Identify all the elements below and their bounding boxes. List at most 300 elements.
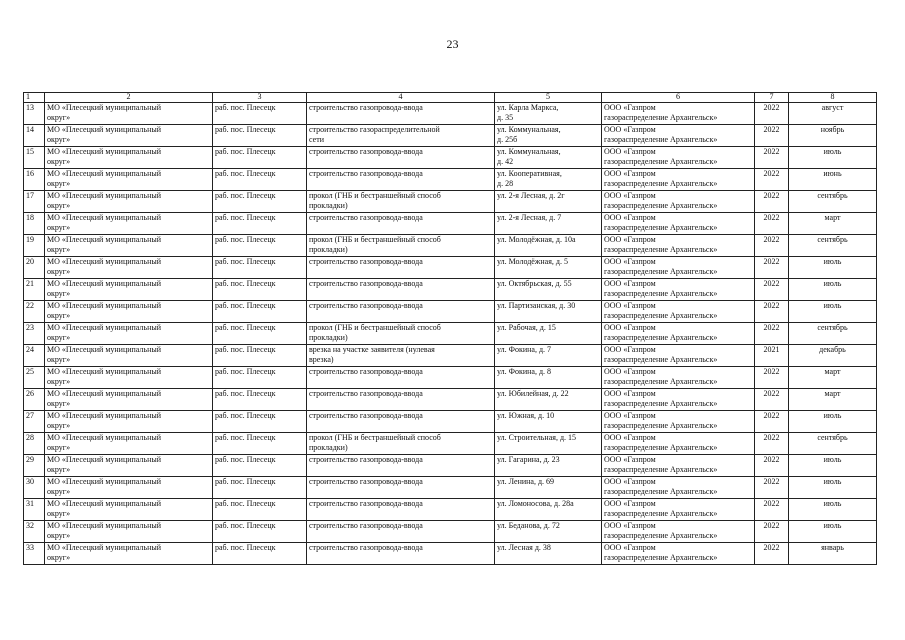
row-number-cell: 26 bbox=[24, 389, 45, 411]
address-cell bbox=[495, 433, 602, 455]
municipality-cell-line: округ» bbox=[47, 201, 71, 210]
work-type-cell bbox=[307, 477, 495, 499]
work-type-cell bbox=[307, 279, 495, 301]
month-cell: июнь bbox=[789, 169, 877, 191]
organization-cell-line: ООО «Газпром bbox=[604, 147, 656, 156]
table-row bbox=[24, 301, 877, 323]
address-cell-line: ул. Партизанская, д. 30 bbox=[497, 301, 576, 310]
work-type-cell bbox=[307, 125, 495, 147]
organization-cell-line: ООО «Газпром bbox=[604, 499, 656, 508]
organization-cell-line: ООО «Газпром bbox=[604, 455, 656, 464]
settlement-cell: раб. пос. Плесецк bbox=[213, 125, 307, 147]
table-row bbox=[24, 521, 877, 543]
organization-cell bbox=[602, 367, 755, 389]
municipality-cell-line: МО «Плесецкий муниципальный bbox=[47, 301, 162, 310]
municipality-cell-line: округ» bbox=[47, 421, 71, 430]
address-cell bbox=[495, 521, 602, 543]
settlement-cell: раб. пос. Плесецк bbox=[213, 389, 307, 411]
municipality-cell bbox=[45, 125, 213, 147]
table-row bbox=[24, 367, 877, 389]
work-type-cell-line: строительство газораспределительной bbox=[309, 125, 440, 134]
settlement-cell: раб. пос. Плесецк bbox=[213, 345, 307, 367]
year-cell: 2022 bbox=[755, 367, 789, 389]
column-header: 8 bbox=[789, 93, 877, 103]
table-row bbox=[24, 235, 877, 257]
work-type-cell bbox=[307, 213, 495, 235]
municipality-cell-line: МО «Плесецкий муниципальный bbox=[47, 521, 162, 530]
year-cell: 2022 bbox=[755, 213, 789, 235]
settlement-cell: раб. пос. Плесецк bbox=[213, 191, 307, 213]
address-cell-line: ул. Гагарина, д. 23 bbox=[497, 455, 560, 464]
municipality-cell-line: МО «Плесецкий муниципальный bbox=[47, 433, 162, 442]
organization-cell-line: газораспределение Архангельск» bbox=[604, 267, 718, 276]
organization-cell-line: газораспределение Архангельск» bbox=[604, 245, 718, 254]
year-cell: 2022 bbox=[755, 147, 789, 169]
year-cell: 2022 bbox=[755, 169, 789, 191]
municipality-cell-line: МО «Плесецкий муниципальный bbox=[47, 499, 162, 508]
municipality-cell-line: округ» bbox=[47, 267, 71, 276]
municipality-cell bbox=[45, 147, 213, 169]
work-type-cell bbox=[307, 345, 495, 367]
table-row bbox=[24, 455, 877, 477]
work-type-cell bbox=[307, 389, 495, 411]
municipality-cell-line: МО «Плесецкий муниципальный bbox=[47, 257, 162, 266]
municipality-cell bbox=[45, 411, 213, 433]
year-cell: 2022 bbox=[755, 543, 789, 565]
settlement-cell: раб. пос. Плесецк bbox=[213, 169, 307, 191]
work-type-cell-line: строительство газопровода-ввода bbox=[309, 521, 423, 530]
year-cell: 2022 bbox=[755, 125, 789, 147]
municipality-cell bbox=[45, 455, 213, 477]
municipality-cell-line: округ» bbox=[47, 531, 71, 540]
organization-cell bbox=[602, 323, 755, 345]
municipality-cell-line: округ» bbox=[47, 157, 71, 166]
year-cell: 2022 bbox=[755, 279, 789, 301]
address-cell-line: ул. Коммунальная, bbox=[497, 147, 561, 156]
year-cell: 2022 bbox=[755, 301, 789, 323]
municipality-cell bbox=[45, 301, 213, 323]
municipality-cell-line: МО «Плесецкий муниципальный bbox=[47, 367, 162, 376]
work-type-cell-line: строительство газопровода-ввода bbox=[309, 367, 423, 376]
work-type-cell bbox=[307, 169, 495, 191]
page-number: 23 bbox=[446, 37, 459, 51]
organization-cell-line: газораспределение Архангельск» bbox=[604, 179, 718, 188]
table-row bbox=[24, 543, 877, 565]
work-type-cell-line: прокладки) bbox=[309, 443, 348, 452]
organization-cell bbox=[602, 257, 755, 279]
address-cell-line: д. 42 bbox=[497, 157, 514, 166]
address-cell bbox=[495, 543, 602, 565]
work-type-cell-line: прокладки) bbox=[309, 245, 348, 254]
address-cell-line: ул. Молодёжная, д. 5 bbox=[497, 257, 568, 266]
work-type-cell bbox=[307, 433, 495, 455]
organization-cell-line: ООО «Газпром bbox=[604, 301, 656, 310]
settlement-cell: раб. пос. Плесецк bbox=[213, 147, 307, 169]
settlement-cell: раб. пос. Плесецк bbox=[213, 279, 307, 301]
municipality-cell-line: округ» bbox=[47, 465, 71, 474]
municipality-cell-line: МО «Плесецкий муниципальный bbox=[47, 279, 162, 288]
settlement-cell: раб. пос. Плесецк bbox=[213, 433, 307, 455]
column-number-row bbox=[24, 93, 877, 103]
address-cell-line: ул. 2-я Лесная, д. 2г bbox=[497, 191, 565, 200]
year-cell: 2022 bbox=[755, 411, 789, 433]
row-number-cell: 17 bbox=[24, 191, 45, 213]
month-cell: сентябрь bbox=[789, 433, 877, 455]
organization-cell bbox=[602, 235, 755, 257]
address-cell-line: д. 28 bbox=[497, 179, 514, 188]
settlement-cell: раб. пос. Плесецк bbox=[213, 543, 307, 565]
column-header: 7 bbox=[755, 93, 789, 103]
work-type-cell-line: строительство газопровода-ввода bbox=[309, 213, 423, 222]
month-cell: март bbox=[789, 367, 877, 389]
organization-cell-line: ООО «Газпром bbox=[604, 103, 656, 112]
settlement-cell: раб. пос. Плесецк bbox=[213, 367, 307, 389]
work-type-cell-line: строительство газопровода-ввода bbox=[309, 103, 423, 112]
row-number-cell: 20 bbox=[24, 257, 45, 279]
row-number-cell: 32 bbox=[24, 521, 45, 543]
organization-cell-line: газораспределение Архангельск» bbox=[604, 201, 718, 210]
month-cell: июль bbox=[789, 147, 877, 169]
month-cell: декабрь bbox=[789, 345, 877, 367]
work-type-cell bbox=[307, 257, 495, 279]
municipality-cell-line: округ» bbox=[47, 311, 71, 320]
organization-cell-line: ООО «Газпром bbox=[604, 279, 656, 288]
settlement-cell: раб. пос. Плесецк bbox=[213, 103, 307, 125]
work-type-cell-line: врезка на участке заявителя (нулевая bbox=[309, 345, 435, 354]
municipality-cell bbox=[45, 213, 213, 235]
address-cell bbox=[495, 499, 602, 521]
work-type-cell bbox=[307, 521, 495, 543]
organization-cell-line: газораспределение Архангельск» bbox=[604, 465, 718, 474]
address-cell bbox=[495, 345, 602, 367]
work-type-cell bbox=[307, 191, 495, 213]
table-row bbox=[24, 125, 877, 147]
organization-cell-line: ООО «Газпром bbox=[604, 411, 656, 420]
row-number-cell: 29 bbox=[24, 455, 45, 477]
table-row bbox=[24, 147, 877, 169]
organization-cell-line: ООО «Газпром bbox=[604, 169, 656, 178]
month-cell: март bbox=[789, 213, 877, 235]
address-cell bbox=[495, 213, 602, 235]
organization-cell bbox=[602, 499, 755, 521]
organization-cell-line: газораспределение Архангельск» bbox=[604, 421, 718, 430]
organization-cell bbox=[602, 477, 755, 499]
month-cell: сентябрь bbox=[789, 235, 877, 257]
municipality-cell-line: МО «Плесецкий муниципальный bbox=[47, 125, 162, 134]
table-row bbox=[24, 477, 877, 499]
row-number-cell: 14 bbox=[24, 125, 45, 147]
municipality-cell bbox=[45, 345, 213, 367]
address-cell-line: ул. Рабочая, д. 15 bbox=[497, 323, 556, 332]
organization-cell-line: газораспределение Архангельск» bbox=[604, 553, 718, 562]
year-cell: 2022 bbox=[755, 477, 789, 499]
address-cell bbox=[495, 367, 602, 389]
organization-cell bbox=[602, 103, 755, 125]
work-type-cell-line: строительство газопровода-ввода bbox=[309, 477, 423, 486]
municipality-cell-line: округ» bbox=[47, 509, 71, 518]
organization-cell bbox=[602, 389, 755, 411]
municipality-cell-line: округ» bbox=[47, 399, 71, 408]
municipality-cell-line: округ» bbox=[47, 553, 71, 562]
row-number-cell: 25 bbox=[24, 367, 45, 389]
month-cell: июль bbox=[789, 455, 877, 477]
municipality-cell-line: округ» bbox=[47, 443, 71, 452]
row-number-cell: 18 bbox=[24, 213, 45, 235]
column-header: 6 bbox=[602, 93, 755, 103]
table-row bbox=[24, 499, 877, 521]
organization-cell-line: ООО «Газпром bbox=[604, 389, 656, 398]
organization-cell-line: газораспределение Архангельск» bbox=[604, 223, 718, 232]
address-cell-line: ул. Молодёжная, д. 10а bbox=[497, 235, 576, 244]
work-type-cell-line: врезка) bbox=[309, 355, 334, 364]
month-cell: июль bbox=[789, 521, 877, 543]
organization-cell-line: газораспределение Архангельск» bbox=[604, 355, 718, 364]
work-type-cell bbox=[307, 103, 495, 125]
year-cell: 2022 bbox=[755, 257, 789, 279]
month-cell: январь bbox=[789, 543, 877, 565]
organization-cell-line: ООО «Газпром bbox=[604, 367, 656, 376]
address-cell-line: ул. Строительная, д. 15 bbox=[497, 433, 577, 442]
address-cell bbox=[495, 455, 602, 477]
work-type-cell-line: строительство газопровода-ввода bbox=[309, 147, 423, 156]
organization-cell bbox=[602, 169, 755, 191]
organization-cell-line: газораспределение Архангельск» bbox=[604, 509, 718, 518]
gasification-table bbox=[23, 92, 877, 565]
organization-cell bbox=[602, 301, 755, 323]
row-number-cell: 31 bbox=[24, 499, 45, 521]
month-cell: июль bbox=[789, 301, 877, 323]
work-type-cell-line: строительство газопровода-ввода bbox=[309, 499, 423, 508]
organization-cell-line: газораспределение Архангельск» bbox=[604, 289, 718, 298]
organization-cell-line: ООО «Газпром bbox=[604, 345, 656, 354]
organization-cell-line: газораспределение Архангельск» bbox=[604, 487, 718, 496]
work-type-cell-line: строительство газопровода-ввода bbox=[309, 455, 423, 464]
year-cell: 2022 bbox=[755, 433, 789, 455]
municipality-cell bbox=[45, 279, 213, 301]
municipality-cell-line: МО «Плесецкий муниципальный bbox=[47, 169, 162, 178]
year-cell: 2022 bbox=[755, 191, 789, 213]
settlement-cell: раб. пос. Плесецк bbox=[213, 323, 307, 345]
table-row bbox=[24, 279, 877, 301]
organization-cell-line: газораспределение Архангельск» bbox=[604, 135, 718, 144]
address-cell-line: ул. Беданова, д. 72 bbox=[497, 521, 560, 530]
address-cell-line: ул. Ленина, д. 69 bbox=[497, 477, 555, 486]
year-cell: 2022 bbox=[755, 455, 789, 477]
organization-cell-line: ООО «Газпром bbox=[604, 257, 656, 266]
municipality-cell-line: МО «Плесецкий муниципальный bbox=[47, 455, 162, 464]
municipality-cell bbox=[45, 521, 213, 543]
municipality-cell-line: округ» bbox=[47, 377, 71, 386]
work-type-cell-line: сети bbox=[309, 135, 324, 144]
address-cell-line: ул. Октябрьская, д. 55 bbox=[497, 279, 572, 288]
organization-cell bbox=[602, 191, 755, 213]
table-row bbox=[24, 103, 877, 125]
column-header: 1 bbox=[24, 93, 45, 103]
municipality-cell bbox=[45, 257, 213, 279]
municipality-cell-line: МО «Плесецкий муниципальный bbox=[47, 477, 162, 486]
address-cell bbox=[495, 191, 602, 213]
organization-cell-line: ООО «Газпром bbox=[604, 477, 656, 486]
row-number-cell: 30 bbox=[24, 477, 45, 499]
address-cell bbox=[495, 103, 602, 125]
work-type-cell-line: строительство газопровода-ввода bbox=[309, 257, 423, 266]
organization-cell bbox=[602, 279, 755, 301]
municipality-cell bbox=[45, 477, 213, 499]
work-type-cell bbox=[307, 411, 495, 433]
address-cell-line: ул. Ломоносова, д. 28а bbox=[497, 499, 574, 508]
row-number-cell: 24 bbox=[24, 345, 45, 367]
table-row bbox=[24, 323, 877, 345]
organization-cell-line: газораспределение Архангельск» bbox=[604, 113, 718, 122]
month-cell: июль bbox=[789, 411, 877, 433]
municipality-cell-line: МО «Плесецкий муниципальный bbox=[47, 345, 162, 354]
address-cell bbox=[495, 389, 602, 411]
address-cell-line: ул. Кооперативная, bbox=[497, 169, 562, 178]
settlement-cell: раб. пос. Плесецк bbox=[213, 411, 307, 433]
municipality-cell-line: МО «Плесецкий муниципальный bbox=[47, 147, 162, 156]
organization-cell bbox=[602, 433, 755, 455]
month-cell: сентябрь bbox=[789, 191, 877, 213]
work-type-cell-line: прокол (ГНБ и бестраншейный способ bbox=[309, 433, 441, 442]
organization-cell-line: газораспределение Архангельск» bbox=[604, 377, 718, 386]
year-cell: 2022 bbox=[755, 521, 789, 543]
table-row bbox=[24, 411, 877, 433]
row-number-cell: 19 bbox=[24, 235, 45, 257]
municipality-cell bbox=[45, 389, 213, 411]
organization-cell-line: ООО «Газпром bbox=[604, 125, 656, 134]
municipality-cell bbox=[45, 499, 213, 521]
organization-cell bbox=[602, 345, 755, 367]
month-cell: ноябрь bbox=[789, 125, 877, 147]
organization-cell-line: ООО «Газпром bbox=[604, 323, 656, 332]
year-cell: 2022 bbox=[755, 235, 789, 257]
municipality-cell-line: МО «Плесецкий муниципальный bbox=[47, 543, 162, 552]
organization-cell-line: газораспределение Архангельск» bbox=[604, 399, 718, 408]
year-cell: 2021 bbox=[755, 345, 789, 367]
work-type-cell-line: строительство газопровода-ввода bbox=[309, 543, 423, 552]
work-type-cell-line: прокол (ГНБ и бестраншейный способ bbox=[309, 235, 441, 244]
work-type-cell-line: прокол (ГНБ и бестраншейный способ bbox=[309, 191, 441, 200]
address-cell bbox=[495, 235, 602, 257]
row-number-cell: 21 bbox=[24, 279, 45, 301]
column-header: 5 bbox=[495, 93, 602, 103]
row-number-cell: 15 bbox=[24, 147, 45, 169]
month-cell: июль bbox=[789, 477, 877, 499]
municipality-cell bbox=[45, 367, 213, 389]
municipality-cell-line: округ» bbox=[47, 223, 71, 232]
month-cell: июль bbox=[789, 257, 877, 279]
municipality-cell-line: МО «Плесецкий муниципальный bbox=[47, 235, 162, 244]
address-cell bbox=[495, 279, 602, 301]
row-number-cell: 23 bbox=[24, 323, 45, 345]
organization-cell-line: ООО «Газпром bbox=[604, 235, 656, 244]
table-body bbox=[24, 93, 877, 565]
address-cell bbox=[495, 411, 602, 433]
settlement-cell: раб. пос. Плесецк bbox=[213, 257, 307, 279]
work-type-cell-line: строительство газопровода-ввода bbox=[309, 389, 423, 398]
address-cell-line: ул. Фокина, д. 7 bbox=[497, 345, 552, 354]
municipality-cell-line: округ» bbox=[47, 487, 71, 496]
municipality-cell-line: округ» bbox=[47, 333, 71, 342]
table-row bbox=[24, 345, 877, 367]
work-type-cell bbox=[307, 543, 495, 565]
work-type-cell bbox=[307, 301, 495, 323]
work-type-cell bbox=[307, 499, 495, 521]
address-cell bbox=[495, 477, 602, 499]
address-cell bbox=[495, 257, 602, 279]
organization-cell bbox=[602, 411, 755, 433]
address-cell-line: ул. Лесная д. 38 bbox=[497, 543, 551, 552]
row-number-cell: 13 bbox=[24, 103, 45, 125]
municipality-cell-line: округ» bbox=[47, 245, 71, 254]
address-cell bbox=[495, 323, 602, 345]
year-cell: 2022 bbox=[755, 323, 789, 345]
municipality-cell-line: МО «Плесецкий муниципальный bbox=[47, 323, 162, 332]
address-cell-line: д. 25б bbox=[497, 135, 518, 144]
municipality-cell-line: округ» bbox=[47, 355, 71, 364]
work-type-cell-line: прокладки) bbox=[309, 201, 348, 210]
organization-cell bbox=[602, 213, 755, 235]
settlement-cell: раб. пос. Плесецк bbox=[213, 521, 307, 543]
table-row bbox=[24, 257, 877, 279]
organization-cell-line: ООО «Газпром bbox=[604, 433, 656, 442]
work-type-cell bbox=[307, 147, 495, 169]
row-number-cell: 33 bbox=[24, 543, 45, 565]
municipality-cell bbox=[45, 323, 213, 345]
municipality-cell-line: округ» bbox=[47, 135, 71, 144]
address-cell-line: ул. Фокина, д. 8 bbox=[497, 367, 552, 376]
work-type-cell-line: строительство газопровода-ввода bbox=[309, 169, 423, 178]
table-row bbox=[24, 433, 877, 455]
municipality-cell-line: округ» bbox=[47, 113, 71, 122]
table-row bbox=[24, 389, 877, 411]
month-cell: июль bbox=[789, 279, 877, 301]
settlement-cell: раб. пос. Плесецк bbox=[213, 235, 307, 257]
table-row bbox=[24, 213, 877, 235]
table-row bbox=[24, 191, 877, 213]
municipality-cell bbox=[45, 543, 213, 565]
column-header: 4 bbox=[307, 93, 495, 103]
row-number-cell: 28 bbox=[24, 433, 45, 455]
municipality-cell bbox=[45, 433, 213, 455]
work-type-cell bbox=[307, 323, 495, 345]
address-cell bbox=[495, 125, 602, 147]
organization-cell-line: ООО «Газпром bbox=[604, 521, 656, 530]
year-cell: 2022 bbox=[755, 103, 789, 125]
address-cell bbox=[495, 169, 602, 191]
municipality-cell bbox=[45, 169, 213, 191]
row-number-cell: 27 bbox=[24, 411, 45, 433]
municipality-cell-line: МО «Плесецкий муниципальный bbox=[47, 213, 162, 222]
address-cell-line: ул. Юбилейная, д. 22 bbox=[497, 389, 569, 398]
municipality-cell-line: округ» bbox=[47, 289, 71, 298]
organization-cell-line: газораспределение Архангельск» bbox=[604, 333, 718, 342]
settlement-cell: раб. пос. Плесецк bbox=[213, 477, 307, 499]
address-cell-line: ул. 2-я Лесная, д. 7 bbox=[497, 213, 562, 222]
organization-cell-line: ООО «Газпром bbox=[604, 213, 656, 222]
settlement-cell: раб. пос. Плесецк bbox=[213, 213, 307, 235]
municipality-cell-line: МО «Плесецкий муниципальный bbox=[47, 389, 162, 398]
organization-cell-line: ООО «Газпром bbox=[604, 191, 656, 200]
organization-cell bbox=[602, 543, 755, 565]
row-number-cell: 22 bbox=[24, 301, 45, 323]
address-cell bbox=[495, 147, 602, 169]
organization-cell-line: ООО «Газпром bbox=[604, 543, 656, 552]
settlement-cell: раб. пос. Плесецк bbox=[213, 301, 307, 323]
municipality-cell-line: МО «Плесецкий муниципальный bbox=[47, 191, 162, 200]
work-type-cell-line: строительство газопровода-ввода bbox=[309, 301, 423, 310]
organization-cell-line: газораспределение Архангельск» bbox=[604, 311, 718, 320]
